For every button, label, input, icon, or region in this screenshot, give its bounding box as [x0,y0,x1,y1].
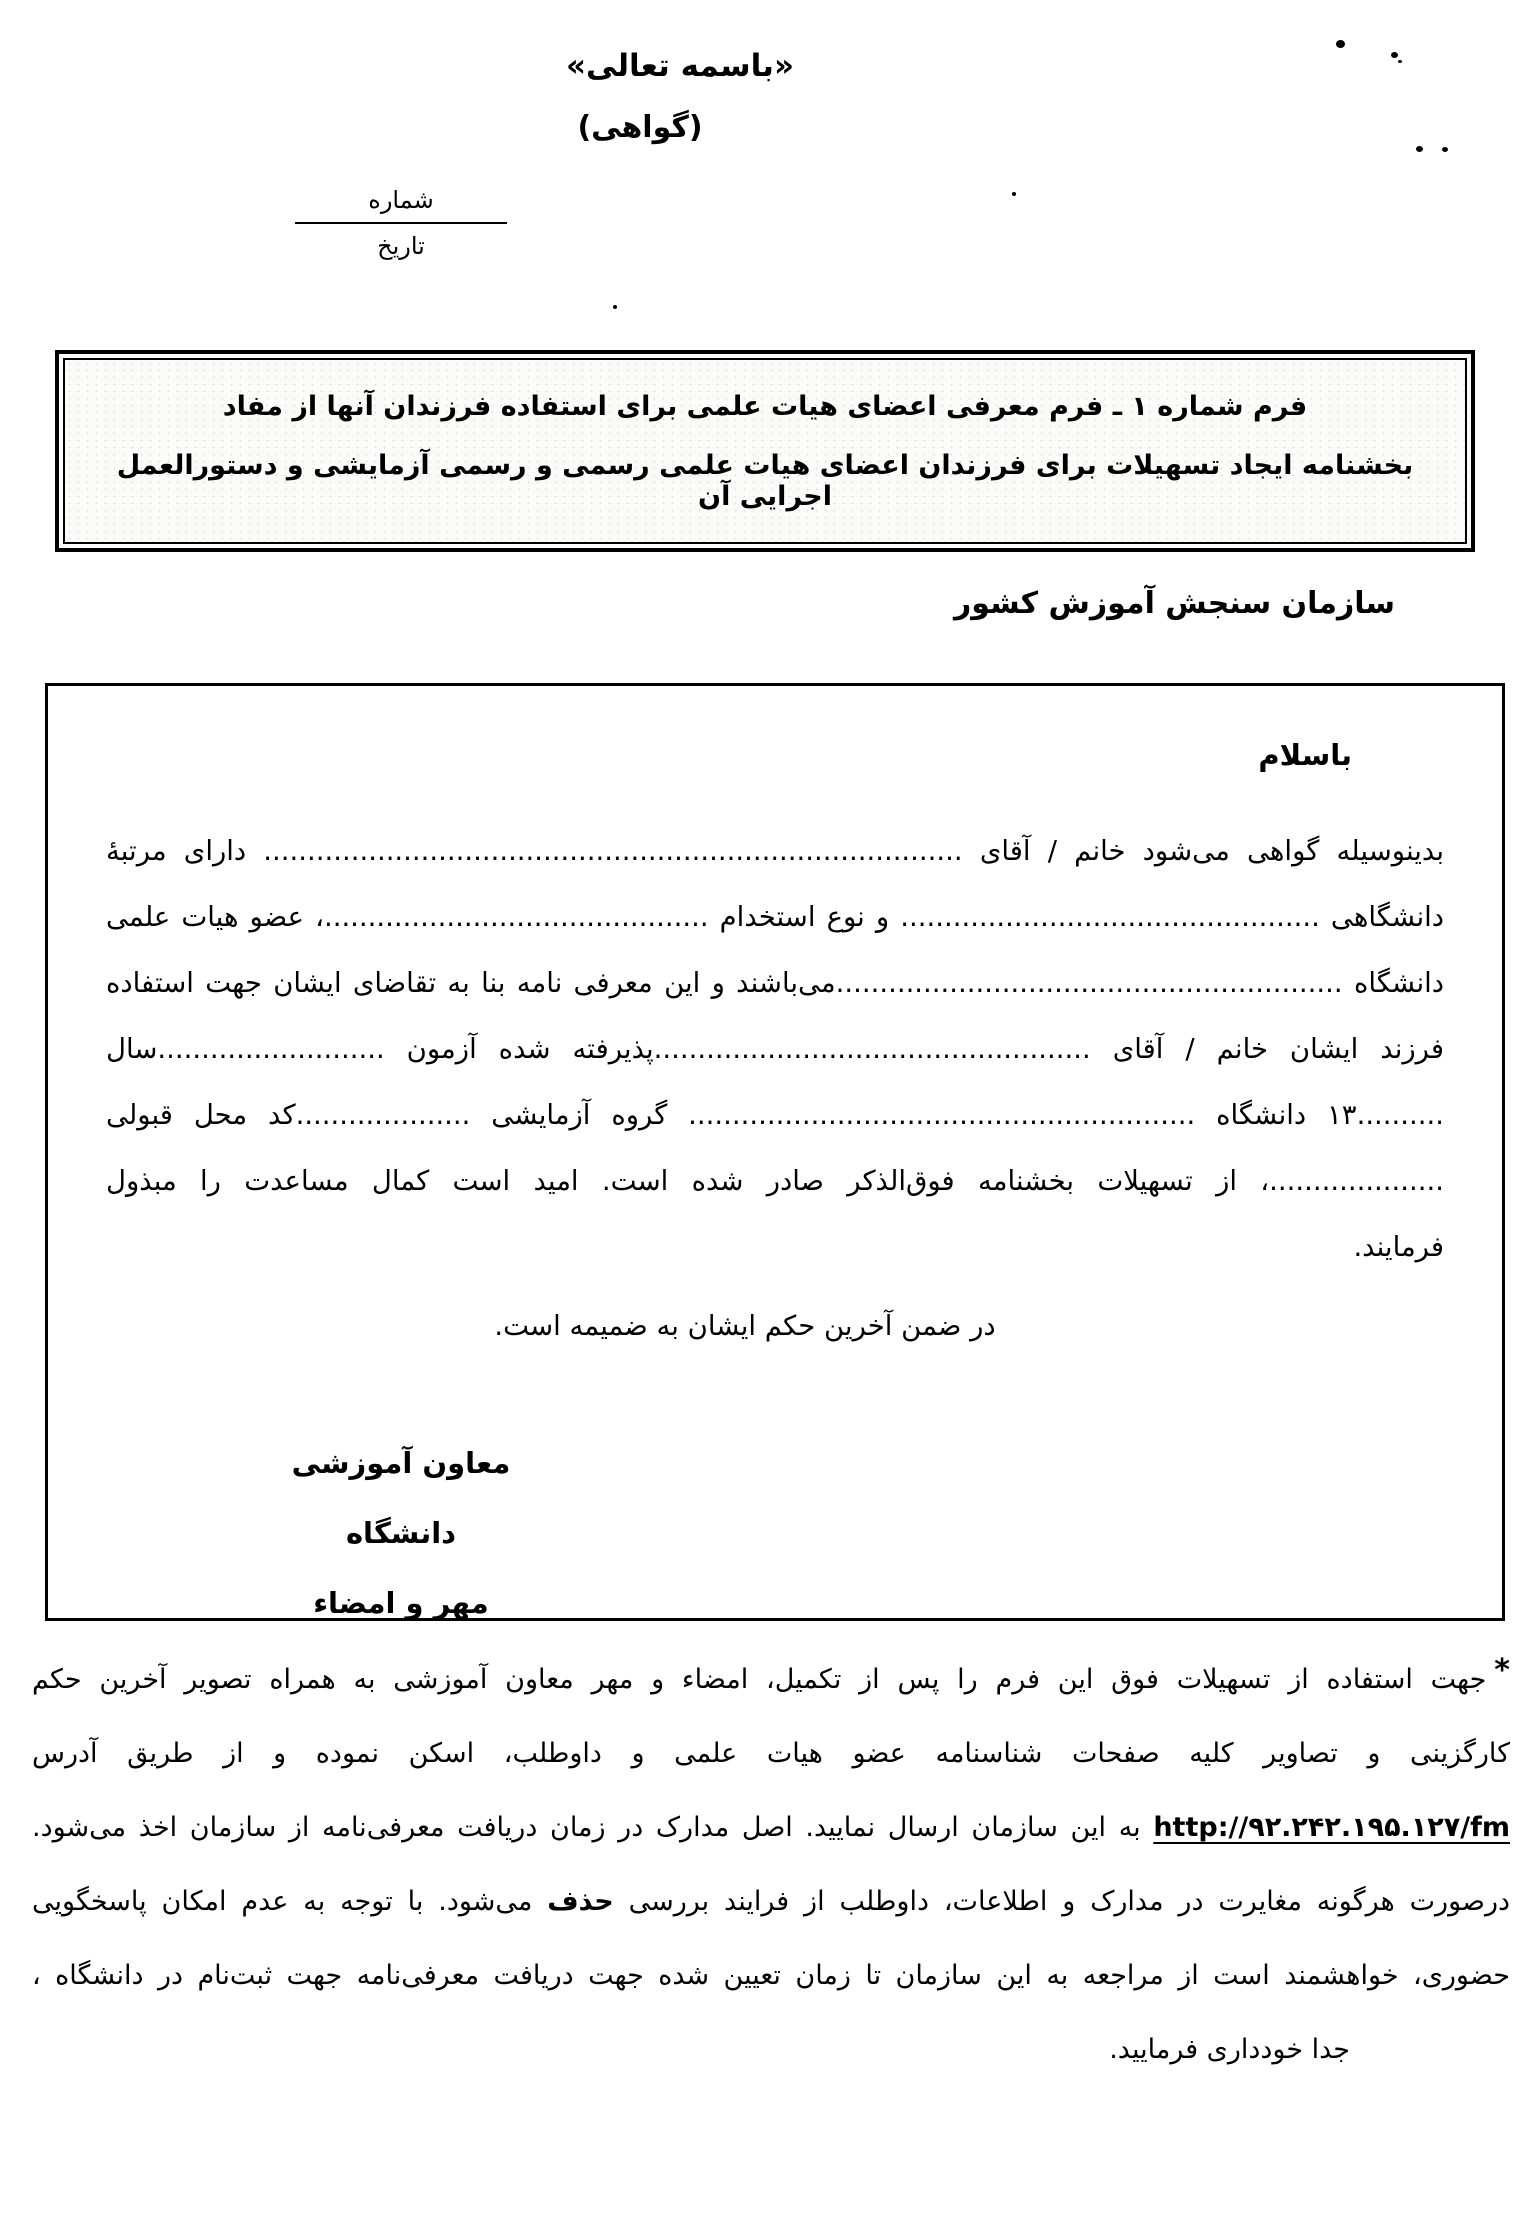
footnote-line-4 [32,1865,1510,1939]
scan-speck [1012,192,1016,196]
letter-body [106,818,1444,1280]
certificate-body-box [45,683,1505,1621]
footnote-line3-text: به این سازمان ارسال نمایید. اصل مدارک در زمان دریافت معرفی‌نامه از سازمان اخذ می‌شود. [32,1812,1154,1843]
form-title-line2: بخشنامه ایجاد تسهیلات برای فرزندان اعضای هیات علمی رسمی و رسمی آزمایشی و دستورالعمل اجرایی آن [116,449,1414,512]
letter-line-5: ..........۱۳ دانشگاه .......................................................... گروه آزمایشی ....................کد محل قبولی [106,1099,1444,1131]
letter-line-7: فرمایند. [1353,1231,1444,1263]
signature-block [236,1428,566,1638]
scan-speck [613,305,617,309]
letter-line-6: ....................، از تسهیلات بخشنامه فوق‌الذکر صادر شده است. امید است کمال مساعدت را مبذول [106,1165,1444,1197]
scan-speck [1442,147,1448,152]
letter-line-1: بدینوسیله گواهی می‌شود خانم / آقای ................................................................................ دارای مرتبهٔ [106,835,1444,867]
footnote-line-3 [32,1791,1510,1865]
letter-line-3: دانشگاه ..........................................................می‌باشند و این معرفی نامه بنا به تقاضای ایشان جهت استفاده [106,967,1444,999]
date-label: تاریخ [377,232,425,260]
scan-speck [1391,52,1398,58]
form-title-box-inner [63,358,1467,544]
footnote-line1-text: جهت استفاده از تسهیلات فوق این فرم را پس از تکمیل، امضاء و مهر معاون آموزشی به همراه تصویر آخرین حکم [32,1664,1487,1695]
scan-speck [1336,40,1345,48]
footnote [32,1642,1510,2087]
asterisk: * [1494,1653,1510,1688]
submission-url: http://۹۲.۲۴۲.۱۹۵.۱۲۷/fm [1153,1812,1510,1843]
number-date-block [295,186,507,260]
bismillah-heading: «باسمه تعالی» [566,48,794,84]
organization-name: سازمان سنجش آموزش کشور [954,586,1395,621]
scan-speck [1398,60,1402,63]
signature-title: معاون آموزشی دانشگاه [291,1446,511,1550]
footnote-line4-post: می‌شود. با توجه به عدم امکان پاسخگویی [32,1886,548,1917]
form-title-box [55,350,1475,552]
footnote-line4-emphasis: حذف [547,1886,614,1917]
footnote-line-6: جدا خودداری فرمایید. [1109,2034,1350,2065]
footnote-line-2: کارگزینی و تصاویر کلیه صفحات شناسنامه عضو هیات علمی و داوطلب، اسکن نموده و از طریق آدرس [32,1738,1510,1769]
footnote-line4-pre: درصورت هرگونه مغایرت در مدارک و اطلاعات، داوطلب از فرایند بررسی [613,1886,1510,1917]
certificate-heading: (گواهی) [577,110,703,145]
scan-speck [1416,146,1423,152]
form-title-line1: فرم شماره ۱ ـ فرم معرفی اعضای هیات علمی برای استفاده فرزندان آنها از مفاد [222,390,1308,422]
number-label: شماره [295,186,507,224]
footnote-line-1 [32,1642,1510,1717]
letter-line-4: فرزند ایشان خانم / آقای ..................................................پذیرفته شده آزمون ..........................سال [106,1033,1444,1065]
letter-line-2: دانشگاهی ................................................ و نوع استخدام ............................................، عضو هیات علمی [106,901,1444,933]
salutation: باسلام [1258,738,1352,772]
attachment-note: در ضمن آخرین حکم ایشان به ضمیمه است. [494,1310,996,1342]
signature-seal-label: مهر و امضاء [313,1586,489,1620]
footnote-line-5: حضوری، خواهشمند است از مراجعه به این سازمان تا زمان تعیین شده جهت دریافت معرفی‌نامه جهت ثبت‌نام در دانشگاه ، [32,1960,1510,1991]
